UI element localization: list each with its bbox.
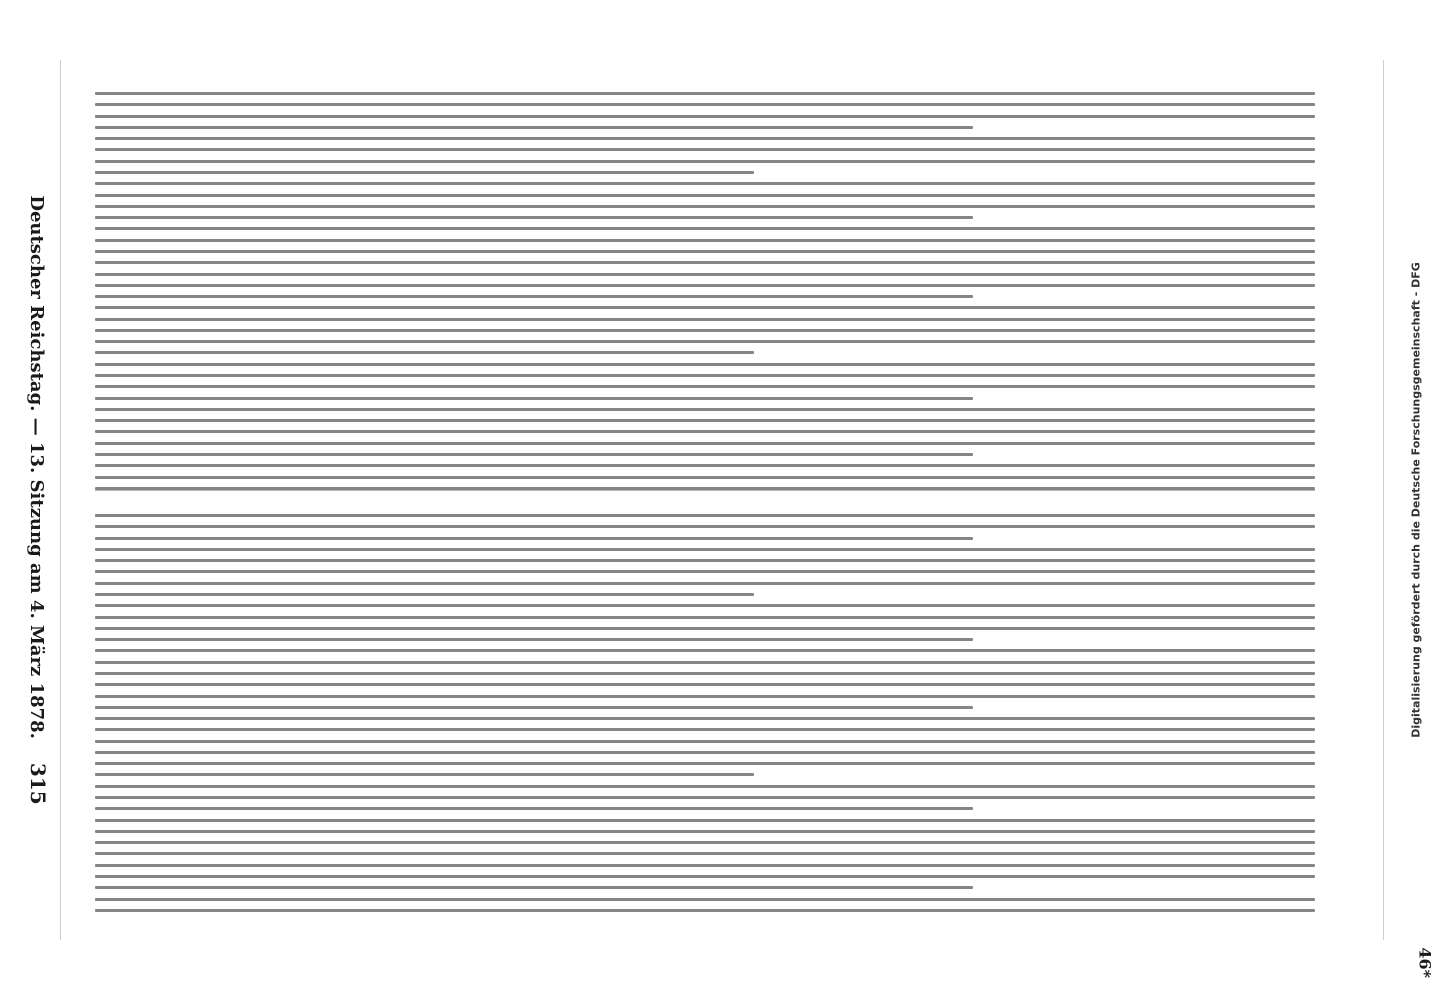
page-signature: 46*	[1416, 947, 1435, 978]
text-column-top	[95, 92, 1315, 490]
document-body	[95, 92, 1315, 912]
digitization-credit-text: Digitalisierung gefördert durch die Deutsche Forschungsgemeinschaft - DFG	[1409, 262, 1423, 738]
column-divider	[95, 490, 1315, 491]
digitization-credit	[1404, 120, 1428, 880]
text-column-bottom	[95, 514, 1315, 912]
page-number: 315	[26, 762, 50, 805]
running-head	[18, 70, 58, 930]
page-title: Deutscher Reichstag. — 13. Sitzung am 4. März 1878.	[26, 195, 47, 739]
running-head-text	[26, 195, 50, 804]
